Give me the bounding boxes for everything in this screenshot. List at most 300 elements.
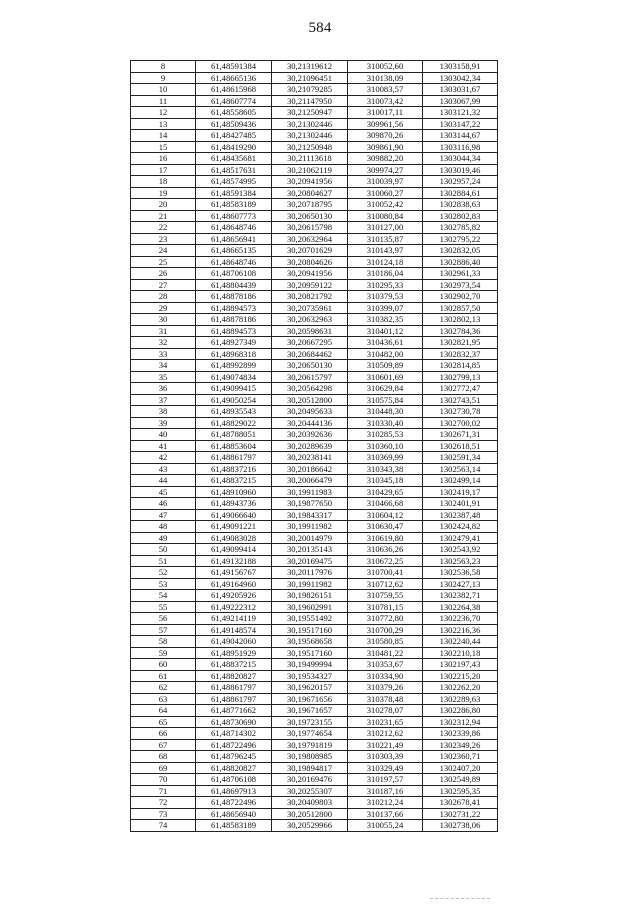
latitude-cell: 61,48665135: [196, 245, 272, 257]
x-coordinate-cell: 310278,07: [348, 705, 423, 717]
latitude-cell: 61,48878186: [196, 291, 272, 303]
latitude-cell: 61,48706108: [196, 774, 272, 786]
table-row: [131, 578, 498, 590]
x-coordinate-cell: 310127,00: [348, 222, 423, 234]
y-coordinate-cell: 1302821,95: [423, 337, 498, 349]
longitude-cell: 30,19723155: [272, 716, 348, 728]
latitude-cell: 61,49091221: [196, 521, 272, 533]
table-row: [131, 302, 498, 314]
longitude-cell: 30,20409803: [272, 797, 348, 809]
longitude-cell: 30,20289639: [272, 440, 348, 452]
latitude-cell: 61,49222312: [196, 601, 272, 613]
x-coordinate-cell: 310781,15: [348, 601, 423, 613]
table-row: [131, 153, 498, 165]
point-number-cell: 68: [131, 751, 196, 763]
x-coordinate-cell: 310379,53: [348, 291, 423, 303]
table-row: [131, 670, 498, 682]
latitude-cell: 61,48665136: [196, 72, 272, 84]
y-coordinate-cell: 1302563,14: [423, 463, 498, 475]
table-row: [131, 118, 498, 130]
latitude-cell: 61,49074834: [196, 371, 272, 383]
latitude-cell: 61,48730690: [196, 716, 272, 728]
x-coordinate-cell: 310212,62: [348, 728, 423, 740]
longitude-cell: 30,21096451: [272, 72, 348, 84]
longitude-cell: 30,19568658: [272, 636, 348, 648]
x-coordinate-cell: 310466,68: [348, 498, 423, 510]
latitude-cell: 61,48861797: [196, 682, 272, 694]
longitude-cell: 30,20632963: [272, 314, 348, 326]
table-row: [131, 820, 498, 832]
point-number-cell: 45: [131, 486, 196, 498]
table-row: [131, 291, 498, 303]
table-row: [131, 613, 498, 625]
y-coordinate-cell: 1302289,63: [423, 693, 498, 705]
latitude-cell: 61,48722496: [196, 797, 272, 809]
longitude-cell: 30,19843317: [272, 509, 348, 521]
latitude-cell: 61,48427485: [196, 130, 272, 142]
point-number-cell: 38: [131, 406, 196, 418]
table-row: [131, 774, 498, 786]
x-coordinate-cell: 310343,38: [348, 463, 423, 475]
longitude-cell: 30,19551492: [272, 613, 348, 625]
x-coordinate-cell: 310772,80: [348, 613, 423, 625]
table-row: [131, 417, 498, 429]
longitude-cell: 30,20959122: [272, 279, 348, 291]
point-number-cell: 29: [131, 302, 196, 314]
latitude-cell: 61,48853604: [196, 440, 272, 452]
x-coordinate-cell: 309974,27: [348, 164, 423, 176]
point-number-cell: 56: [131, 613, 196, 625]
table-row: [131, 452, 498, 464]
x-coordinate-cell: 310137,66: [348, 808, 423, 820]
point-number-cell: 32: [131, 337, 196, 349]
table-row: [131, 337, 498, 349]
point-number-cell: 35: [131, 371, 196, 383]
longitude-cell: 30,21250948: [272, 141, 348, 153]
x-coordinate-cell: 310055,24: [348, 820, 423, 832]
y-coordinate-cell: 1302236,70: [423, 613, 498, 625]
point-number-cell: 57: [131, 624, 196, 636]
y-coordinate-cell: 1302731,22: [423, 808, 498, 820]
longitude-cell: 30,20821792: [272, 291, 348, 303]
longitude-cell: 30,20512800: [272, 808, 348, 820]
x-coordinate-cell: 310052,60: [348, 61, 423, 73]
point-number-cell: 55: [131, 601, 196, 613]
point-number-cell: 36: [131, 383, 196, 395]
point-number-cell: 72: [131, 797, 196, 809]
latitude-cell: 61,48583189: [196, 820, 272, 832]
table-row: [131, 555, 498, 567]
x-coordinate-cell: 310143,97: [348, 245, 423, 257]
x-coordinate-cell: 310124,18: [348, 256, 423, 268]
y-coordinate-cell: 1302700,02: [423, 417, 498, 429]
latitude-cell: 61,48771662: [196, 705, 272, 717]
point-number-cell: 64: [131, 705, 196, 717]
point-number-cell: 8: [131, 61, 196, 73]
y-coordinate-cell: 1302785,82: [423, 222, 498, 234]
x-coordinate-cell: 310138,09: [348, 72, 423, 84]
latitude-cell: 61,48837215: [196, 475, 272, 487]
longitude-cell: 30,20667295: [272, 337, 348, 349]
longitude-cell: 30,20615798: [272, 222, 348, 234]
y-coordinate-cell: 1302401,91: [423, 498, 498, 510]
latitude-cell: 61,48837216: [196, 463, 272, 475]
point-number-cell: 13: [131, 118, 196, 130]
longitude-cell: 30,19774654: [272, 728, 348, 740]
latitude-cell: 61,49164960: [196, 578, 272, 590]
point-number-cell: 46: [131, 498, 196, 510]
table-row: [131, 268, 498, 280]
y-coordinate-cell: 1302795,22: [423, 233, 498, 245]
point-number-cell: 26: [131, 268, 196, 280]
x-coordinate-cell: 310197,57: [348, 774, 423, 786]
longitude-cell: 30,21302446: [272, 130, 348, 142]
table-row: [131, 636, 498, 648]
coordinates-table: [130, 60, 498, 832]
x-coordinate-cell: 310382,35: [348, 314, 423, 326]
table-row: [131, 797, 498, 809]
latitude-cell: 61,48558605: [196, 107, 272, 119]
y-coordinate-cell: 1302738,06: [423, 820, 498, 832]
x-coordinate-cell: 309861,90: [348, 141, 423, 153]
y-coordinate-cell: 1302407,20: [423, 762, 498, 774]
point-number-cell: 66: [131, 728, 196, 740]
table-row: [131, 371, 498, 383]
x-coordinate-cell: 310295,33: [348, 279, 423, 291]
x-coordinate-cell: 310448,30: [348, 406, 423, 418]
y-coordinate-cell: 1302499,14: [423, 475, 498, 487]
latitude-cell: 61,48722496: [196, 739, 272, 751]
y-coordinate-cell: 1302595,35: [423, 785, 498, 797]
point-number-cell: 33: [131, 348, 196, 360]
longitude-cell: 30,20718795: [272, 199, 348, 211]
y-coordinate-cell: 1302678,41: [423, 797, 498, 809]
latitude-cell: 61,48517631: [196, 164, 272, 176]
y-coordinate-cell: 1302902,70: [423, 291, 498, 303]
table-row: [131, 84, 498, 96]
point-number-cell: 71: [131, 785, 196, 797]
y-coordinate-cell: 1302210,18: [423, 647, 498, 659]
x-coordinate-cell: 310187,16: [348, 785, 423, 797]
latitude-cell: 61,48714302: [196, 728, 272, 740]
y-coordinate-cell: 1302591,34: [423, 452, 498, 464]
table-row: [131, 682, 498, 694]
table-row: [131, 486, 498, 498]
x-coordinate-cell: 310759,55: [348, 590, 423, 602]
longitude-cell: 30,20135143: [272, 544, 348, 556]
point-number-cell: 43: [131, 463, 196, 475]
y-coordinate-cell: 1302549,89: [423, 774, 498, 786]
y-coordinate-cell: 1302814,85: [423, 360, 498, 372]
longitude-cell: 30,20066479: [272, 475, 348, 487]
longitude-cell: 30,20169476: [272, 774, 348, 786]
y-coordinate-cell: 1302730,78: [423, 406, 498, 418]
point-number-cell: 52: [131, 567, 196, 579]
y-coordinate-cell: 1302671,31: [423, 429, 498, 441]
longitude-cell: 30,20615797: [272, 371, 348, 383]
latitude-cell: 61,48648746: [196, 256, 272, 268]
x-coordinate-cell: 310575,84: [348, 394, 423, 406]
page-number: 584: [308, 20, 332, 36]
y-coordinate-cell: 1302424,82: [423, 521, 498, 533]
longitude-cell: 30,20169475: [272, 555, 348, 567]
x-coordinate-cell: 310212,24: [348, 797, 423, 809]
table-row: [131, 406, 498, 418]
x-coordinate-cell: 310619,80: [348, 532, 423, 544]
table-row: [131, 590, 498, 602]
point-number-cell: 49: [131, 532, 196, 544]
longitude-cell: 30,19534327: [272, 670, 348, 682]
x-coordinate-cell: 310399,07: [348, 302, 423, 314]
y-coordinate-cell: 1302215,20: [423, 670, 498, 682]
x-coordinate-cell: 310482,00: [348, 348, 423, 360]
y-coordinate-cell: 1302427,13: [423, 578, 498, 590]
longitude-cell: 30,21147950: [272, 95, 348, 107]
table-row: [131, 785, 498, 797]
latitude-cell: 61,48591384: [196, 187, 272, 199]
table-row: [131, 624, 498, 636]
longitude-cell: 30,20117976: [272, 567, 348, 579]
y-coordinate-cell: 1302784,36: [423, 325, 498, 337]
latitude-cell: 61,48615968: [196, 84, 272, 96]
point-number-cell: 14: [131, 130, 196, 142]
longitude-cell: 30,21079285: [272, 84, 348, 96]
point-number-cell: 23: [131, 233, 196, 245]
y-coordinate-cell: 1302832,37: [423, 348, 498, 360]
x-coordinate-cell: 310379,26: [348, 682, 423, 694]
y-coordinate-cell: 1302262,20: [423, 682, 498, 694]
x-coordinate-cell: 310604,12: [348, 509, 423, 521]
y-coordinate-cell: 1302240,44: [423, 636, 498, 648]
x-coordinate-cell: 310429,65: [348, 486, 423, 498]
point-number-cell: 15: [131, 141, 196, 153]
y-coordinate-cell: 1302884,61: [423, 187, 498, 199]
y-coordinate-cell: 1302536,58: [423, 567, 498, 579]
point-number-cell: 65: [131, 716, 196, 728]
point-number-cell: 39: [131, 417, 196, 429]
x-coordinate-cell: 310080,84: [348, 210, 423, 222]
x-coordinate-cell: 309961,56: [348, 118, 423, 130]
latitude-cell: 61,48648746: [196, 222, 272, 234]
y-coordinate-cell: 1302961,33: [423, 268, 498, 280]
point-number-cell: 22: [131, 222, 196, 234]
latitude-cell: 61,48697913: [196, 785, 272, 797]
y-coordinate-cell: 1302832,05: [423, 245, 498, 257]
x-coordinate-cell: 310017,11: [348, 107, 423, 119]
table-row: [131, 360, 498, 372]
latitude-cell: 61,49042060: [196, 636, 272, 648]
y-coordinate-cell: 1302618,51: [423, 440, 498, 452]
table-row: [131, 739, 498, 751]
table-row: [131, 475, 498, 487]
latitude-cell: 61,48837215: [196, 659, 272, 671]
x-coordinate-cell: 310580,85: [348, 636, 423, 648]
x-coordinate-cell: 310712,62: [348, 578, 423, 590]
y-coordinate-cell: 1302743,51: [423, 394, 498, 406]
table-row: [131, 222, 498, 234]
y-coordinate-cell: 1302387,48: [423, 509, 498, 521]
y-coordinate-cell: 1302838,63: [423, 199, 498, 211]
latitude-cell: 61,48419290: [196, 141, 272, 153]
table-row: [131, 256, 498, 268]
y-coordinate-cell: 1303147,22: [423, 118, 498, 130]
x-coordinate-cell: 310378,48: [348, 693, 423, 705]
longitude-cell: 30,19671656: [272, 693, 348, 705]
longitude-cell: 30,20512800: [272, 394, 348, 406]
longitude-cell: 30,21062119: [272, 164, 348, 176]
latitude-cell: 61,48820827: [196, 670, 272, 682]
point-number-cell: 47: [131, 509, 196, 521]
point-number-cell: 18: [131, 176, 196, 188]
x-coordinate-cell: 310636,26: [348, 544, 423, 556]
point-number-cell: 70: [131, 774, 196, 786]
latitude-cell: 61,48820827: [196, 762, 272, 774]
longitude-cell: 30,21113618: [272, 153, 348, 165]
y-coordinate-cell: 1303116,98: [423, 141, 498, 153]
x-coordinate-cell: 310629,84: [348, 383, 423, 395]
point-number-cell: 69: [131, 762, 196, 774]
y-coordinate-cell: 1302543,92: [423, 544, 498, 556]
table-row: [131, 463, 498, 475]
latitude-cell: 61,48943736: [196, 498, 272, 510]
x-coordinate-cell: 310700,41: [348, 567, 423, 579]
x-coordinate-cell: 310073,42: [348, 95, 423, 107]
table-row: [131, 659, 498, 671]
point-number-cell: 61: [131, 670, 196, 682]
latitude-cell: 61,49050254: [196, 394, 272, 406]
longitude-cell: 30,20392636: [272, 429, 348, 441]
latitude-cell: 61,48804439: [196, 279, 272, 291]
table-row: [131, 394, 498, 406]
x-coordinate-cell: 309870,26: [348, 130, 423, 142]
latitude-cell: 61,48992899: [196, 360, 272, 372]
point-number-cell: 37: [131, 394, 196, 406]
latitude-cell: 61,49099414: [196, 544, 272, 556]
x-coordinate-cell: 310329,49: [348, 762, 423, 774]
x-coordinate-cell: 309882,20: [348, 153, 423, 165]
y-coordinate-cell: 1302957,24: [423, 176, 498, 188]
y-coordinate-cell: 1302382,71: [423, 590, 498, 602]
table-row: [131, 107, 498, 119]
longitude-cell: 30,21302446: [272, 118, 348, 130]
point-number-cell: 59: [131, 647, 196, 659]
point-number-cell: 60: [131, 659, 196, 671]
point-number-cell: 41: [131, 440, 196, 452]
latitude-cell: 61,49148574: [196, 624, 272, 636]
latitude-cell: 61,49099415: [196, 383, 272, 395]
x-coordinate-cell: 310481,22: [348, 647, 423, 659]
longitude-cell: 30,20495633: [272, 406, 348, 418]
point-number-cell: 31: [131, 325, 196, 337]
x-coordinate-cell: 310345,18: [348, 475, 423, 487]
y-coordinate-cell: 1303044,34: [423, 153, 498, 165]
y-coordinate-cell: 1302772,47: [423, 383, 498, 395]
x-coordinate-cell: 310334,90: [348, 670, 423, 682]
table-row: [131, 383, 498, 395]
table-row: [131, 521, 498, 533]
longitude-cell: 30,19911982: [272, 521, 348, 533]
y-coordinate-cell: 1302563,23: [423, 555, 498, 567]
longitude-cell: 30,20564298: [272, 383, 348, 395]
longitude-cell: 30,21250947: [272, 107, 348, 119]
latitude-cell: 61,48788051: [196, 429, 272, 441]
longitude-cell: 30,19620157: [272, 682, 348, 694]
latitude-cell: 61,48968318: [196, 348, 272, 360]
longitude-cell: 30,19517160: [272, 624, 348, 636]
longitude-cell: 30,19671657: [272, 705, 348, 717]
longitude-cell: 30,19877650: [272, 498, 348, 510]
point-number-cell: 24: [131, 245, 196, 257]
latitude-cell: 61,49083028: [196, 532, 272, 544]
x-coordinate-cell: 310303,39: [348, 751, 423, 763]
x-coordinate-cell: 310401,12: [348, 325, 423, 337]
longitude-cell: 30,20529966: [272, 820, 348, 832]
x-coordinate-cell: 310630,47: [348, 521, 423, 533]
table-row: [131, 164, 498, 176]
y-coordinate-cell: 1303019,46: [423, 164, 498, 176]
latitude-cell: 61,48509436: [196, 118, 272, 130]
latitude-cell: 61,48927349: [196, 337, 272, 349]
table-row: [131, 728, 498, 740]
longitude-cell: 30,20255307: [272, 785, 348, 797]
latitude-cell: 61,48861797: [196, 452, 272, 464]
table-row: [131, 314, 498, 326]
x-coordinate-cell: 310360,10: [348, 440, 423, 452]
point-number-cell: 10: [131, 84, 196, 96]
x-coordinate-cell: 310052,42: [348, 199, 423, 211]
point-number-cell: 53: [131, 578, 196, 590]
y-coordinate-cell: 1303042,34: [423, 72, 498, 84]
table-row: [131, 245, 498, 257]
longitude-cell: 30,20650130: [272, 210, 348, 222]
y-coordinate-cell: 1302886,40: [423, 256, 498, 268]
table-row: [131, 762, 498, 774]
longitude-cell: 30,19517160: [272, 647, 348, 659]
point-number-cell: 28: [131, 291, 196, 303]
table-row: [131, 440, 498, 452]
y-coordinate-cell: 1302799,13: [423, 371, 498, 383]
point-number-cell: 51: [131, 555, 196, 567]
table-row: [131, 705, 498, 717]
x-coordinate-cell: 310330,40: [348, 417, 423, 429]
y-coordinate-cell: 1302312,94: [423, 716, 498, 728]
x-coordinate-cell: 310231,65: [348, 716, 423, 728]
table-row: [131, 498, 498, 510]
y-coordinate-cell: 1302339,86: [423, 728, 498, 740]
longitude-cell: 30,20735961: [272, 302, 348, 314]
y-coordinate-cell: 1303144,67: [423, 130, 498, 142]
longitude-cell: 30,20804627: [272, 187, 348, 199]
y-coordinate-cell: 1303067,99: [423, 95, 498, 107]
longitude-cell: 30,19911982: [272, 578, 348, 590]
x-coordinate-cell: 310221,49: [348, 739, 423, 751]
point-number-cell: 30: [131, 314, 196, 326]
point-number-cell: 12: [131, 107, 196, 119]
point-number-cell: 48: [131, 521, 196, 533]
latitude-cell: 61,48935543: [196, 406, 272, 418]
y-coordinate-cell: 1302802,13: [423, 314, 498, 326]
point-number-cell: 20: [131, 199, 196, 211]
y-coordinate-cell: 1302973,54: [423, 279, 498, 291]
point-number-cell: 73: [131, 808, 196, 820]
table-row: [131, 544, 498, 556]
x-coordinate-cell: 310060,27: [348, 187, 423, 199]
longitude-cell: 30,19499994: [272, 659, 348, 671]
table-row: [131, 141, 498, 153]
x-coordinate-cell: 310601,69: [348, 371, 423, 383]
x-coordinate-cell: 310186,04: [348, 268, 423, 280]
x-coordinate-cell: 310353,67: [348, 659, 423, 671]
